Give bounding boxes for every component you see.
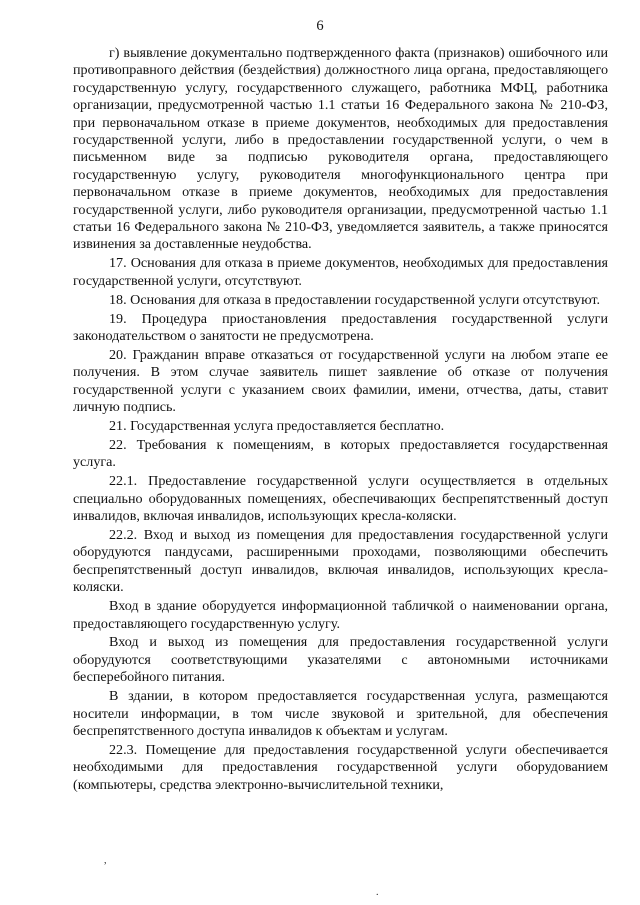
paragraph-entrance-sign: Вход в здание оборудуется информационной табличкой о наименовании органа, предоставляющего государственную услугу. xyxy=(73,598,608,632)
paragraph-22-2: 22.2. Вход и выход из помещения для предоставления государственной услуги оборудуются пандусами, расширенными проходами, позволяющими обеспечить беспрепятственный доступ инвалидов, включая инвалидов, использующих кресла-коляски. xyxy=(73,526,608,596)
paragraph-20: 20. Гражданин вправе отказаться от государственной услуги на любом этапе ее получения. В этом случае заявитель пишет заявление об отказе от получения государственной услуги с указанием своих фамилии, имени, отчества, даты, ставит личную подпись. xyxy=(73,346,608,416)
paragraph-22-3: 22.3. Помещение для предоставления государственной услуги обеспечивается необходимыми для предоставления государственной услуги оборудованием (компьютеры, средства электронно-вычислительной техники, xyxy=(73,741,608,793)
paragraph-19: 19. Процедура приостановления предоставления государственной услуги законодательством о занятости не предусмотрена. xyxy=(73,310,608,344)
page-number: 6 xyxy=(316,18,324,34)
paragraph-21: 21. Государственная услуга предоставляется бесплатно. xyxy=(109,418,445,435)
scan-mark: , xyxy=(104,855,107,866)
paragraph-g: г) выявление документально подтвержденного факта (признаков) ошибочного или противоправного действия (бездействия) должностного лица органа, предоставляющего государственную услугу, государственного служащего, работника МФЦ, работника организации, предусмотренной частью 1.1 статьи 16 Федерального закона № 210-ФЗ, при первоначальном отказе в приеме документов, необходимых для предоставления государственной услуги, либо в предоставлении государственной услуги, о чем в письменном виде за подписью руководителя органа, предоставляющего государственную услугу, руководителя многофункционального центра при первоначальном отказе в приеме документов, необходимых для предоставления государственной услуги, либо руководителя организации, предусмотренной частью 1.1 статьи 16 Федерального закона № 210-ФЗ, уведомляется заявитель, а также приносятся извинения за доставленные неудобства. xyxy=(73,45,608,253)
paragraph-22-1: 22.1. Предоставление государственной услуги осуществляется в отдельных специально оборудованных помещениях, обеспечивающих беспрепятственный доступ инвалидов, включая инвалидов, использующих кресла-коляски. xyxy=(73,473,608,525)
paragraph-information-carriers: В здании, в котором предоставляется государственная услуга, размещаются носители информации, в том числе звуковой и зрительной, для обеспечения беспрепятственного доступа инвалидов к объектам и услугам. xyxy=(73,688,608,739)
paragraph-18: 18. Основания для отказа в предоставлении государственной услуги отсутствуют. xyxy=(109,291,601,308)
scan-mark: . xyxy=(376,887,379,898)
paragraph-17: 17. Основания для отказа в приеме документов, необходимых для предоставления государственной услуги, отсутствуют. xyxy=(73,255,608,289)
document-body xyxy=(73,45,608,796)
paragraph-entrance-indicators: Вход и выход из помещения для предоставления государственной услуги оборудуются соответствующими указателями с автономными источниками бесперебойного питания. xyxy=(73,634,608,686)
paragraph-22: 22. Требования к помещениям, в которых предоставляется государственная услуга. xyxy=(73,436,608,471)
